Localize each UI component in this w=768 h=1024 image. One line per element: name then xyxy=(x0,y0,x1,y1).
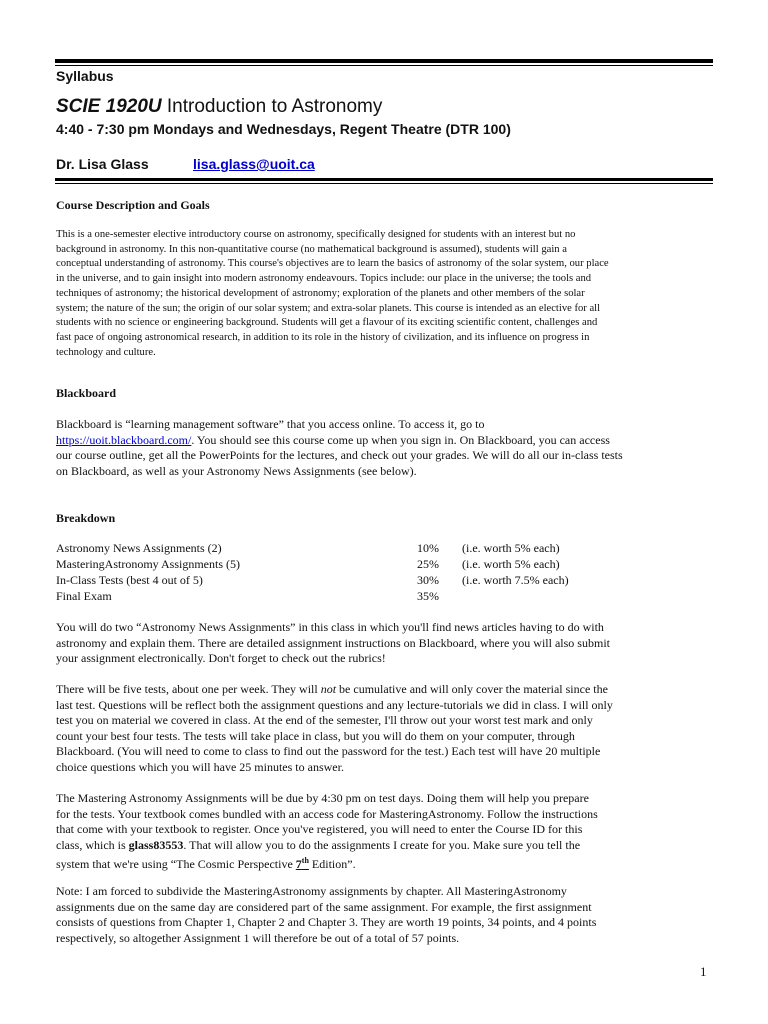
breakdown-percent: 25% xyxy=(417,557,439,571)
course-name: Introduction to Astronomy xyxy=(161,96,383,117)
breakdown-note: (i.e. worth 5% each) xyxy=(462,541,560,555)
edition-suffix: th xyxy=(301,856,309,866)
blackboard-heading: Blackboard xyxy=(56,386,117,400)
paragraph-line: assignments due on the same day are considered part of the same assignment. For example, the first assignment xyxy=(56,899,592,914)
paragraph-line: that come with your textbook to register. Once you've registered, you will need to enter the Course ID for this xyxy=(56,822,583,837)
paragraph-line: astronomy and explain them. There are detailed assignment instructions on Blackboard, where you will also submit xyxy=(56,635,610,650)
blackboard-line: Blackboard is “learning management software” that you access online. To access it, go to xyxy=(56,417,485,431)
breakdown-item: Final Exam xyxy=(56,589,112,603)
paragraph-line: choice questions which you will have 25 minutes to answer. xyxy=(56,759,344,774)
blackboard-line: on Blackboard, as well as your Astronomy News Assignments (see below). xyxy=(56,463,417,478)
blackboard-line xyxy=(56,433,721,449)
paragraph-line: count your best four tests. The tests will take place in class, but you will do them on your computer, through xyxy=(56,728,575,743)
note-paragraph xyxy=(56,884,721,946)
header-rule-top-thick xyxy=(55,59,713,63)
paragraph-text: . That will allow you to do the assignments I create for you. Make sure you tell the xyxy=(183,837,581,852)
breakdown-note: (i.e. worth 5% each) xyxy=(462,557,560,571)
course-id: glass83553 xyxy=(128,837,184,852)
course-title xyxy=(56,96,382,118)
blackboard-paragraph xyxy=(56,417,721,479)
breakdown-item: In-Class Tests (best 4 out of 5) xyxy=(56,573,203,587)
instructor-email-link[interactable]: lisa.glass@uoit.ca xyxy=(193,156,315,172)
breakdown-note: (i.e. worth 7.5% each) xyxy=(462,573,569,587)
description-line: system; the nature of the sun; the origin of our solar system; and extra-solar planets. This course is intended as an elective for all xyxy=(56,302,601,314)
header-rule-bottom-thin xyxy=(55,183,713,184)
paragraph-line: your assignment electronically. Don't forget to check out the rubrics! xyxy=(56,651,386,666)
edition-digit: 7 xyxy=(295,857,302,872)
paragraph-line xyxy=(56,838,721,854)
paragraph-text: There will be five tests, about one per week. They will xyxy=(56,682,321,696)
breakdown-percent: 35% xyxy=(417,589,439,603)
paragraph-text: class, which is xyxy=(56,837,129,852)
syllabus-label: Syllabus xyxy=(56,68,114,84)
description-line: This is a one-semester elective introductory course on astronomy, specifically designed for students with an interest but no xyxy=(56,229,576,240)
paragraph-line: test you on material we covered in class. At the end of the semester, I'll throw out your worst test mark and only xyxy=(56,713,593,728)
paragraph-line xyxy=(56,682,721,698)
description-heading: Course Description and Goals xyxy=(56,198,210,212)
course-code: SCIE 1920U xyxy=(56,96,162,117)
paragraph-text: system that we're using “The Cosmic Perspective xyxy=(56,857,296,872)
paragraph-text: be cumulative and will only cover the material since the xyxy=(336,682,608,696)
header-rule-top-thin xyxy=(55,65,713,66)
description-line: conceptual understanding of astronomy. This course's objectives are to learn the basics of astronomy of the solar system, our place xyxy=(56,258,609,270)
breakdown-percent: 10% xyxy=(417,541,439,555)
blackboard-line: our course outline, get all the PowerPoints for the lectures, and check out your grades. We will do all our in-class tests xyxy=(56,448,623,463)
news-assignments-paragraph xyxy=(56,620,721,667)
emphasis-not: not xyxy=(320,682,337,696)
paragraph-line: for the tests. Your textbook comes bundled with an access code for MasteringAstronomy. Follow the instructions xyxy=(56,806,598,821)
paragraph-line: last test. Questions will be reflect both the assignment questions and any lecture-tutorials we did in class. I will only xyxy=(56,697,613,712)
paragraph-line xyxy=(56,853,721,873)
breakdown-item: MasteringAstronomy Assignments (5) xyxy=(56,557,240,571)
breakdown-heading: Breakdown xyxy=(56,511,116,525)
instructor-name: Dr. Lisa Glass xyxy=(56,156,149,172)
paragraph-line: consists of questions from Chapter 1, Chapter 2 and Chapter 3. They are worth 19 points, 34 points, and 4 points xyxy=(56,915,597,930)
tests-paragraph xyxy=(56,682,721,776)
paragraph-line: You will do two “Astronomy News Assignments” in this class in which you'll find news articles having to do with xyxy=(56,620,604,634)
description-line: fast pace of ongoing astronomical research, in addition to its role in the history of civilization, and its influence on progress in xyxy=(56,331,590,343)
breakdown-percent: 30% xyxy=(417,573,439,587)
blackboard-line-text: . You should see this course come up when you sign in. On Blackboard, you can access xyxy=(191,432,610,447)
header-rule-bottom-thick xyxy=(55,178,713,181)
paragraph-line: Blackboard. (You will need to come to class to find out the password for the test.) Each test will have 20 multiple xyxy=(56,744,601,759)
paragraph-line: The Mastering Astronomy Assignments will be due by 4:30 pm on test days. Doing them will help you prepare xyxy=(56,791,589,805)
description-line: background in astronomy. In this non-quantitative course (no mathematical background is assumed), students will gain a xyxy=(56,243,567,255)
paragraph-text: Edition”. xyxy=(308,857,356,872)
paragraph-line: respectively, so altogether Assignment 1 will therefore be out of a total of 57 points. xyxy=(56,930,460,945)
page-number: 1 xyxy=(700,964,707,979)
mastering-paragraph xyxy=(56,791,721,873)
blackboard-url-link[interactable]: https://uoit.blackboard.com/ xyxy=(56,432,192,447)
paragraph-line: Note: I am forced to subdivide the MasteringAstronomy assignments by chapter. All MasteringAstronomy xyxy=(56,884,567,898)
breakdown-item: Astronomy News Assignments (2) xyxy=(56,541,222,555)
description-line: students with no science or engineering background. Students will get a flavour of its exciting scientific content, challenges and xyxy=(56,317,598,329)
meeting-time: 4:40 - 7:30 pm Mondays and Wednesdays, Regent Theatre (DTR 100) xyxy=(56,121,511,137)
description-line: technology and culture. xyxy=(56,346,156,358)
edition-number xyxy=(296,857,309,871)
description-line: techniques of astronomy; the historical development of astronomy; exploration of the planets and other members of the solar xyxy=(56,287,585,299)
description-line: in the universe, and to gain insight into modern astronomy endeavours. Topics include: our place in the universe; the tools and xyxy=(56,273,592,285)
description-paragraph xyxy=(56,228,716,360)
